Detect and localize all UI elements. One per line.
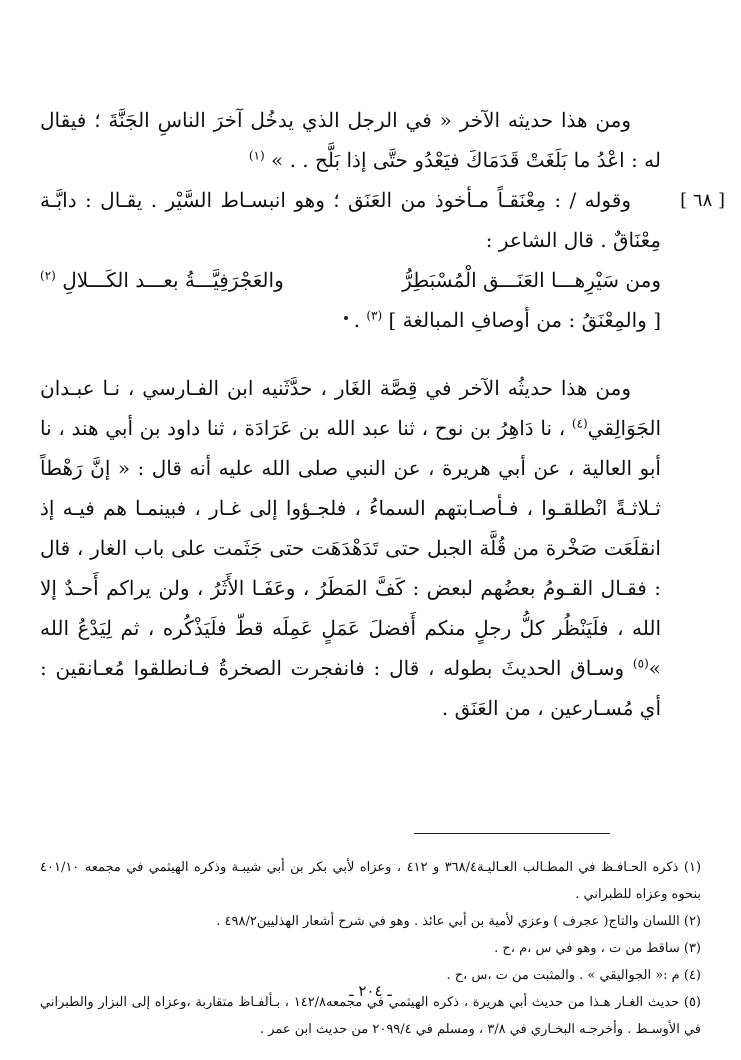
main-text — [40, 100, 661, 728]
footnote-number: (١) — [683, 860, 702, 875]
footnote-ref: (٣) — [366, 308, 383, 323]
footnote-separator — [414, 833, 610, 834]
margin-page-reference: [ ٦٨ ] — [680, 190, 725, 211]
footnote-number: (٣) — [683, 941, 701, 956]
footnote-number: (٥) — [683, 995, 701, 1010]
footnote-text: ذكره الحـافـظ في المطـالب العـاليـة٣٦٨/٤ و ٤١٢ ، وعزاه لأبي بكر بن أبي شيبـة وذكره الهيثمي في مجمعه ٤٠١/١٠ بنحوه وعزاه للطبراني . — [40, 860, 701, 902]
footnote-text: م :« الجواليقي » . والمثبت من ت ،س ،ح . — [446, 968, 680, 983]
paragraph-addition: [ والمِعْنَقُ : من أوصافِ المبالغة ] $^{(٣)}$ . — [353, 308, 661, 332]
paragraph-text: وسـاق الحديثَ بطوله ، قال : فانفجرت الصخرةُ فـانطلقوا مُعـانقين : أي مُسـارعين ، من العَنَق . — [40, 656, 661, 720]
paragraph-hadith-cave — [40, 368, 661, 728]
verse-text: والعَجْرَفِيَّـــةُ بعـــد الكَـــلالِ — [62, 268, 284, 292]
verse-first-hemistich: ومن سَيْرِهـــا العَنَـــق الْمُسْبَطِرُّ — [402, 268, 661, 292]
paragraph-text: وقوله / : مِعْنَقـاً مـأخوذ من العَنَق ؛ وهو انبسـاط السَّيْر . يقـال : دابَّـة مِعْنَاقٌ . قال الشاعر : — [40, 188, 661, 252]
paragraph-text: [ والمِعْنَقُ : من أوصافِ المبالغة ] — [388, 308, 661, 332]
footnote-number: (٤) — [683, 968, 701, 983]
footnote-number: (٢) — [683, 914, 701, 929]
footnote-text: ساقط من ت ، وهو في س ،م ،ح . — [494, 941, 680, 956]
footnote-ref: (٤) — [571, 416, 588, 431]
footnote-ref: (٢) — [40, 268, 56, 283]
paragraph-definition — [40, 180, 661, 260]
footnotes — [40, 854, 701, 1043]
footnote-text: اللسان والتاج( عجرف ) وعزي لأمية بن أبي عائذ . وهو في شرح أشعار الهذليين٤٩٨/٢ . — [216, 914, 680, 929]
footnote-item — [40, 908, 701, 935]
footnote-item — [40, 935, 701, 962]
paragraph-hadith-paradise — [40, 100, 661, 180]
footnote-ref: (١) — [248, 148, 265, 163]
footnote-text: حديث الغـار هـذا من حديث أبي هريرة ، ذكره الهيثمي في مجمعه١٤٢/٨ ، بـألفـاظ متقاربة ،وعزاه إلى البزار والطبراني في الأوسـط . وأخرجـه البخـاري في ٣/٨ ، ومسلم في ٢٠٩٩/٤ من حديث ابن عمر . — [40, 995, 701, 1037]
poetry-verse — [40, 260, 661, 300]
paragraph-text: ومن هذا حديثُه الآخر في قِصَّة الغَار ، حدَّثَنيه ابن الفـارسي ، نـا عبـدان الجَوَالِقي — [40, 376, 662, 440]
page-number: ـ ٢٠٤ ـ — [349, 982, 392, 1000]
verse-second-hemistich — [40, 260, 284, 300]
ink-dot — [344, 316, 348, 320]
paragraph-text: ، نا دَاهِرُ بن نوح ، ثنا عبد الله بن عَرَادَة ، ثنا داود بن أبي هند ، نا أبو العالية ، عن أبي هريرة ، عن النبي صلى الله عليه أنه قال : « إنَّ رَهْطاً ثـلاثـةً انْطلقـوا ، فـأصـابتهم السماءُ ، فلجـؤوا إلى غـار ، فبينمـا هم فيـه إذ انقلَعَت صَخْرة من قُلَّة الجبل حتى تَدَهْدَهَت حتى جَثَمت على باب الغار ، قال : فقـال القـومُ بعضُهم لبعض : كَفَّ المَطَرُ ، وعَفَـا الأَثَرُ ، ولن يراكم أَحـدٌ إلا الله ، فلَيَنْظُر كلُّ رجلٍ منكم أَفضلَ عَمَلٍ عَمِلَه قطّ فلَيَذْكُره ، ثم لِيَدْعُ الله » — [40, 416, 661, 680]
paragraph-text: ومن هذا حديثه الآخر « في الرجل الذي يدخُل آخرَ الناسِ الجَنَّةَ ؛ فيقال له : اعْدُ ما بَلَغَتْ قَدَمَاكَ فيَعْدُو حتَّى إذا بَلَّح . . » — [40, 108, 661, 172]
footnote-item — [40, 854, 701, 908]
footnote-ref: (٥) — [632, 656, 649, 671]
